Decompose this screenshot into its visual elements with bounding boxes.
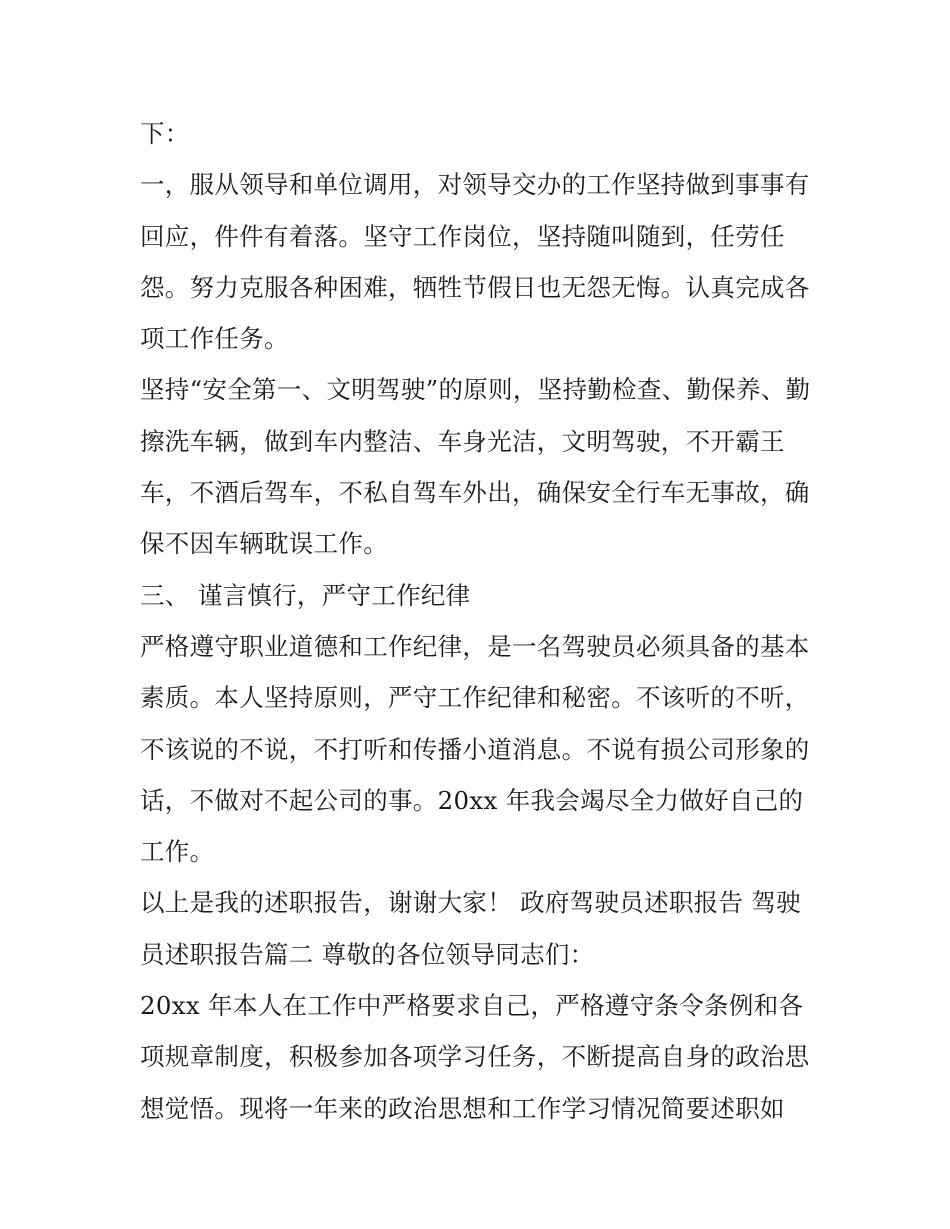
text-line: 一，服从领导和单位调用，对领导交办的工作坚持做到事事有 [140,170,810,200]
document-body [140,108,830,1134]
text-line: 回应，件件有着落。坚守工作岗位，坚持随叫随到，任劳任 [140,221,785,251]
text-line: 不该说的不说，不打听和传播小道消息。不说有损公司形象的 [140,734,810,764]
text-line: 擦洗车辆，做到车内整洁、车身光洁，文明驾驶，不开霸王 [140,426,785,456]
text-line: 严格遵守职业道德和工作纪律，是一名驾驶员必须具备的基本 [140,631,810,661]
text-line: 保不因车辆耽误工作。 [140,529,388,559]
text-line: 坚持“安全第一、文明驾驶”的原则，坚持勤检查、勤保养、勤 [140,375,811,405]
text-line: 话，不做对不起公司的事。20xx 年我会竭尽全力做好自己的 [140,785,804,815]
text-line: 项工作任务。 [140,324,289,354]
text-line: 车，不酒后驾车，不私自驾车外出，确保安全行车无事故，确 [140,478,810,508]
text-line: 怨。努力克服各种困难，牺牲节假日也无怨无悔。认真完成各 [140,272,810,302]
text-line: 工作。 [140,837,215,867]
text-line: 员述职报告篇二 尊敬的各位领导同志们： [140,939,595,969]
text-line: 以上是我的述职报告，谢谢大家！ 政府驾驶员述职报告 驾驶 [140,888,801,918]
text-line: 下： [140,119,190,148]
section-heading: 三、 谨言慎行，严守工作纪律 [140,580,471,610]
text-line: 20xx 年本人在工作中严格要求自己，严格遵守条令条例和各 [140,991,804,1021]
text-line: 想觉悟。现将一年来的政治思想和工作学习情况简要述职如 [140,1093,785,1123]
text-line: 项规章制度，积极参加各项学习任务，不断提高自身的政治思 [140,1042,810,1072]
text-line: 素质。本人坚持原则，严守工作纪律和秘密。不该听的不听， [140,683,810,713]
